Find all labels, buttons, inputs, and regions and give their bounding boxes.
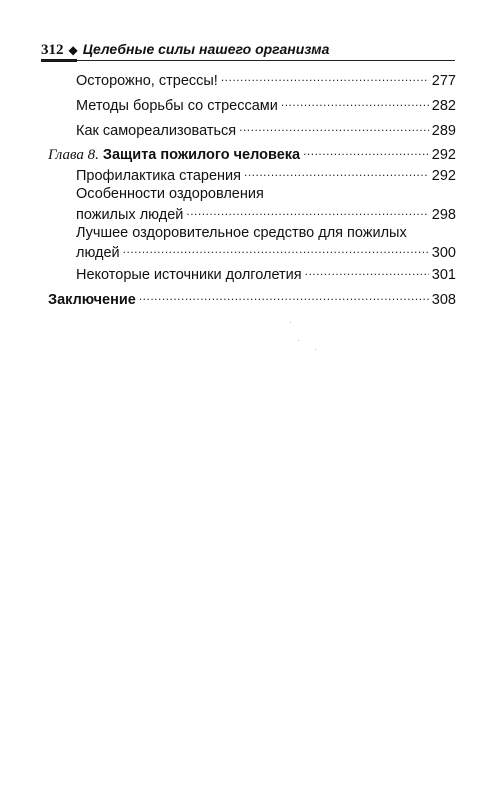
book-title: Целебные силы нашего организма bbox=[82, 41, 330, 57]
chapter-title: Защита пожилого человека bbox=[102, 146, 301, 163]
toc-entry-elderly-health[interactable] bbox=[76, 204, 456, 223]
dot-leader bbox=[303, 144, 429, 159]
toc-entry-label: Заключение bbox=[48, 291, 136, 308]
diamond-icon: ◆ bbox=[68, 43, 78, 57]
scan-speck bbox=[298, 340, 299, 341]
toc-entry-label: Методы борьбы со стрессами bbox=[76, 97, 278, 114]
toc-entry-label-line1: Лучшее оздоровительное средство для пожилых bbox=[76, 225, 407, 241]
toc-entry-aging-prevention[interactable] bbox=[76, 165, 456, 184]
dot-leader bbox=[305, 264, 429, 279]
dot-leader bbox=[186, 204, 428, 219]
toc-entry-page: 300 bbox=[431, 244, 456, 261]
dot-leader bbox=[244, 165, 429, 180]
chapter-number: Глава 8. bbox=[48, 146, 99, 163]
toc-entry-label: Осторожно, стрессы! bbox=[76, 72, 218, 89]
toc-entry-label: пожилых людей bbox=[76, 206, 184, 223]
toc-entry-label: Некоторые источники долголетия bbox=[76, 266, 302, 283]
toc-entry-label: Профилактика старения bbox=[76, 167, 241, 184]
toc-entry-label-line1: Особенности оздоровления bbox=[76, 186, 264, 202]
toc-entry-longevity-sources[interactable] bbox=[76, 264, 456, 283]
chapter-heading bbox=[48, 147, 300, 164]
toc-entry-self-realization[interactable] bbox=[76, 120, 456, 139]
page-number: 312 bbox=[41, 42, 64, 58]
toc-entry-label: людей bbox=[76, 244, 120, 261]
toc-chapter-8[interactable] bbox=[48, 144, 456, 164]
toc-entry-page: 289 bbox=[431, 122, 456, 139]
toc-entry-conclusion[interactable] bbox=[48, 289, 456, 308]
toc-entry-stress-caution[interactable] bbox=[76, 70, 456, 89]
dot-leader bbox=[221, 70, 429, 85]
scan-speck bbox=[315, 349, 316, 350]
toc-entry-page: 308 bbox=[431, 291, 456, 308]
header-rule bbox=[41, 60, 455, 61]
toc-entry-label: Как самореализоваться bbox=[76, 122, 237, 139]
toc-entry-page: 282 bbox=[431, 97, 456, 114]
scan-speck bbox=[290, 322, 291, 323]
dot-leader bbox=[139, 289, 429, 304]
toc-entry-page: 292 bbox=[431, 167, 456, 184]
dot-leader bbox=[239, 120, 429, 135]
toc-entry-stress-methods[interactable] bbox=[76, 95, 456, 114]
toc-entry-page: 292 bbox=[431, 146, 456, 163]
toc-entry-page: 301 bbox=[431, 266, 456, 283]
running-head bbox=[41, 40, 329, 59]
dot-leader bbox=[123, 242, 429, 257]
toc-entry-best-remedy[interactable] bbox=[76, 242, 456, 261]
dot-leader bbox=[281, 95, 429, 110]
toc-entry-page: 298 bbox=[431, 206, 456, 223]
toc-entry-page: 277 bbox=[431, 72, 456, 89]
